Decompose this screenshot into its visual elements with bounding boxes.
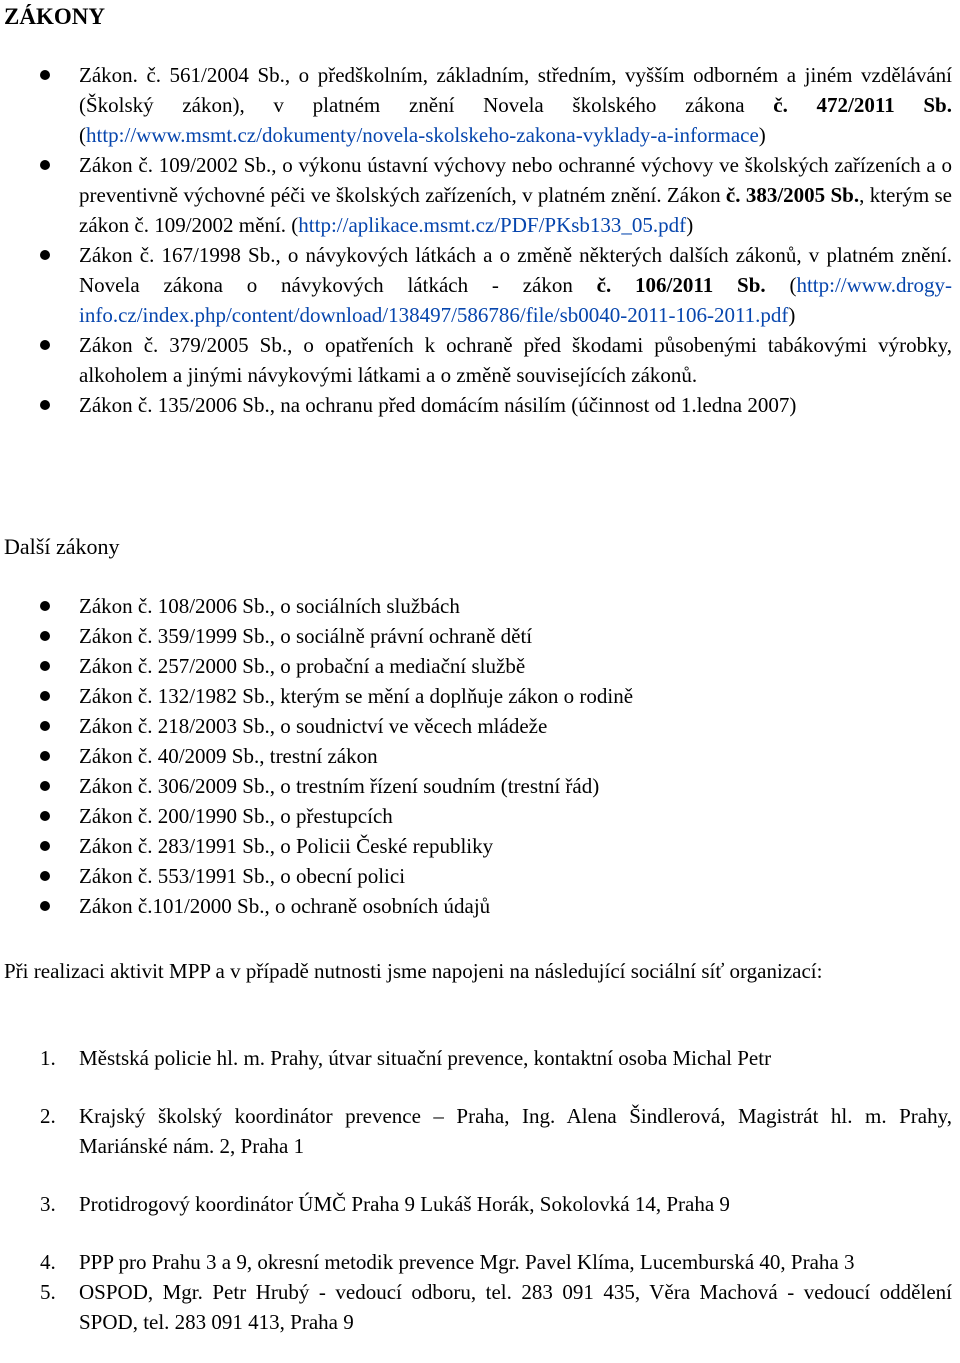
organization-text: OSPOD, Mgr. Petr Hrubý - vedoucí odboru, tel. 283 091 435, Věra Machová - vedoucí oddělení SPOD, tel. 283 091 413, Praha 9 [79,1280,952,1334]
law-link[interactable]: http://aplikace.msmt.cz/PDF/PKsb133_05.pdf [298,213,687,237]
list-item [0,60,960,150]
law-amendment-number: č. 383/2005 Sb. [725,183,860,207]
list-number: 4. [40,1250,56,1274]
list-item [0,741,960,771]
law-text: ) [686,213,694,237]
intro-paragraph: Při realizaci aktivit MPP a v případě nutnosti jsme napojeni na následující sociální síť organizací: [4,959,823,983]
list-item [0,1189,960,1219]
list-item [0,831,960,861]
list-item [0,681,960,711]
bullet-icon [40,721,50,731]
law-text: ( [79,123,86,147]
list-item [0,621,960,651]
law-number: Zákon č. 135/2006 Sb. [79,393,270,417]
bullet-icon [40,901,50,911]
law-description: , o návykových látkách a o změně některých dalších zákonů, v platném znění. Novela zákona o návykových látkách - zákon [79,243,952,297]
bullet-icon [40,250,50,260]
law-number: Zákon č. 306/2009 Sb. [79,774,270,798]
organization-text: Městská policie hl. m. Prahy, útvar situační prevence, kontaktní osoba Michal Petr [79,1046,772,1070]
law-number: Zákon č. 167/1998 Sb. [79,243,276,267]
law-amendment-number: č. 472/2011 Sb. [773,93,952,117]
bullet-icon [40,70,50,80]
law-amendment-number: č. 106/2011 Sb. [596,273,766,297]
law-text: ) [788,303,796,327]
list-number: 3. [40,1192,56,1216]
law-number: Zákon č. 40/2009 Sb. [79,744,260,768]
law-description: , o výkonu ústavní výchovy nebo ochranné výchovy ve školských zařízeních a o preventivně výchovné péči ve školských zařízeních, v platném znění. Zákon [79,153,953,207]
bullet-icon [40,631,50,641]
law-number: Zákon č. 359/1999 Sb. [79,624,270,648]
law-description: , trestní zákon [259,744,378,768]
list-item [0,801,960,831]
bullet-icon [40,661,50,671]
list-item [0,861,960,891]
bullet-icon [40,871,50,881]
bullet-icon [40,691,50,701]
law-number: Zákon č. 257/2000 Sb. [79,654,270,678]
list-item [0,1247,960,1277]
bullet-icon [40,781,50,791]
law-number: Zákon. č. 561/2004 Sb. [79,63,285,87]
law-number: Zákon č. 283/1991 Sb. [79,834,270,858]
law-number: Zákon č. 379/2005 Sb. [79,333,288,357]
list-item [0,240,960,330]
list-number: 2. [40,1104,56,1128]
law-number: Zákon č. 553/1991 Sb. [79,864,270,888]
bullet-icon [40,340,50,350]
law-description: , o ochraně osobních údajů [264,894,491,918]
page-title: ZÁKONY [4,4,105,29]
law-number: Zákon č. 109/2002 Sb. [79,153,272,177]
list-item [0,1043,960,1073]
law-link[interactable]: http://www.drogy-info.cz/index.php/content/download/138497/586786/file/sb0040-2011-106-2011.pdf [79,273,953,327]
law-description: , o Policii České republiky [269,834,494,858]
list-item [0,711,960,741]
law-text: ) [758,123,766,147]
law-description: , o soudnictví ve věcech mládeže [269,714,548,738]
law-link[interactable]: http://www.msmt.cz/dokumenty/novela-skolskeho-zakona-vyklady-a-informace [86,123,759,147]
law-description: , o předškolním, základním, středním, vyšším odborném a jiném vzdělávání (Školský zákon), v platném znění Novela školského zákona [79,63,952,117]
list-number: 5. [40,1280,56,1304]
law-description: , o přestupcích [269,804,393,828]
law-number: Zákon č. 218/2003 Sb. [79,714,270,738]
list-item [0,591,960,621]
law-number: Zákon č.101/2000 Sb. [79,894,265,918]
bullet-icon [40,400,50,410]
list-item [0,891,960,921]
organization-text: PPP pro Prahu 3 a 9, okresní metodik prevence Mgr. Pavel Klíma, Lucemburská 40, Praha 3 [79,1250,855,1274]
law-description: , na ochranu před domácím násilím (účinnost od 1.ledna 2007) [269,393,797,417]
law-description: , o probační a mediační službě [269,654,526,678]
list-item [0,651,960,681]
bullet-icon [40,811,50,821]
other-laws-list [0,591,960,921]
organization-text: Protidrogový koordinátor ÚMČ Praha 9 Lukáš Horák, Sokolovká 14, Praha 9 [79,1192,730,1216]
law-description: , o opatřeních k ochraně před škodami působenými tabákovými výrobky, alkoholem a jinými návykovými látkami a o změně souvisejících zákonů. [79,333,953,387]
bullet-icon [40,160,50,170]
law-description: , o obecní polici [269,864,406,888]
bullet-icon [40,751,50,761]
law-text: ( [765,273,797,297]
list-item [0,1101,960,1161]
law-number: Zákon č. 132/1982 Sb. [79,684,270,708]
law-number: Zákon č. 108/2006 Sb. [79,594,270,618]
laws-list [0,60,960,420]
law-description: , o sociálně právní ochraně dětí [269,624,533,648]
law-description: , kterým se mění a doplňuje zákon o rodině [269,684,634,708]
list-item [0,390,960,420]
list-item [0,150,960,240]
section-heading: Další zákony [4,534,120,559]
law-text: , kterým se zákon č. 109/2002 mění. ( [79,183,952,237]
law-description: , o sociálních službách [269,594,460,618]
law-number: Zákon č. 200/1990 Sb. [79,804,270,828]
organizations-list [0,1043,960,1337]
list-number: 1. [40,1046,56,1070]
organization-text: Krajský školský koordinátor prevence – Praha, Ing. Alena Šindlerová, Magistrát hl. m. Prahy, Mariánské nám. 2, Praha 1 [79,1104,952,1158]
list-item [0,330,960,390]
list-item [0,771,960,801]
bullet-icon [40,841,50,851]
bullet-icon [40,601,50,611]
list-item [0,1277,960,1337]
law-description: , o trestním řízení soudním (trestní řád) [269,774,600,798]
